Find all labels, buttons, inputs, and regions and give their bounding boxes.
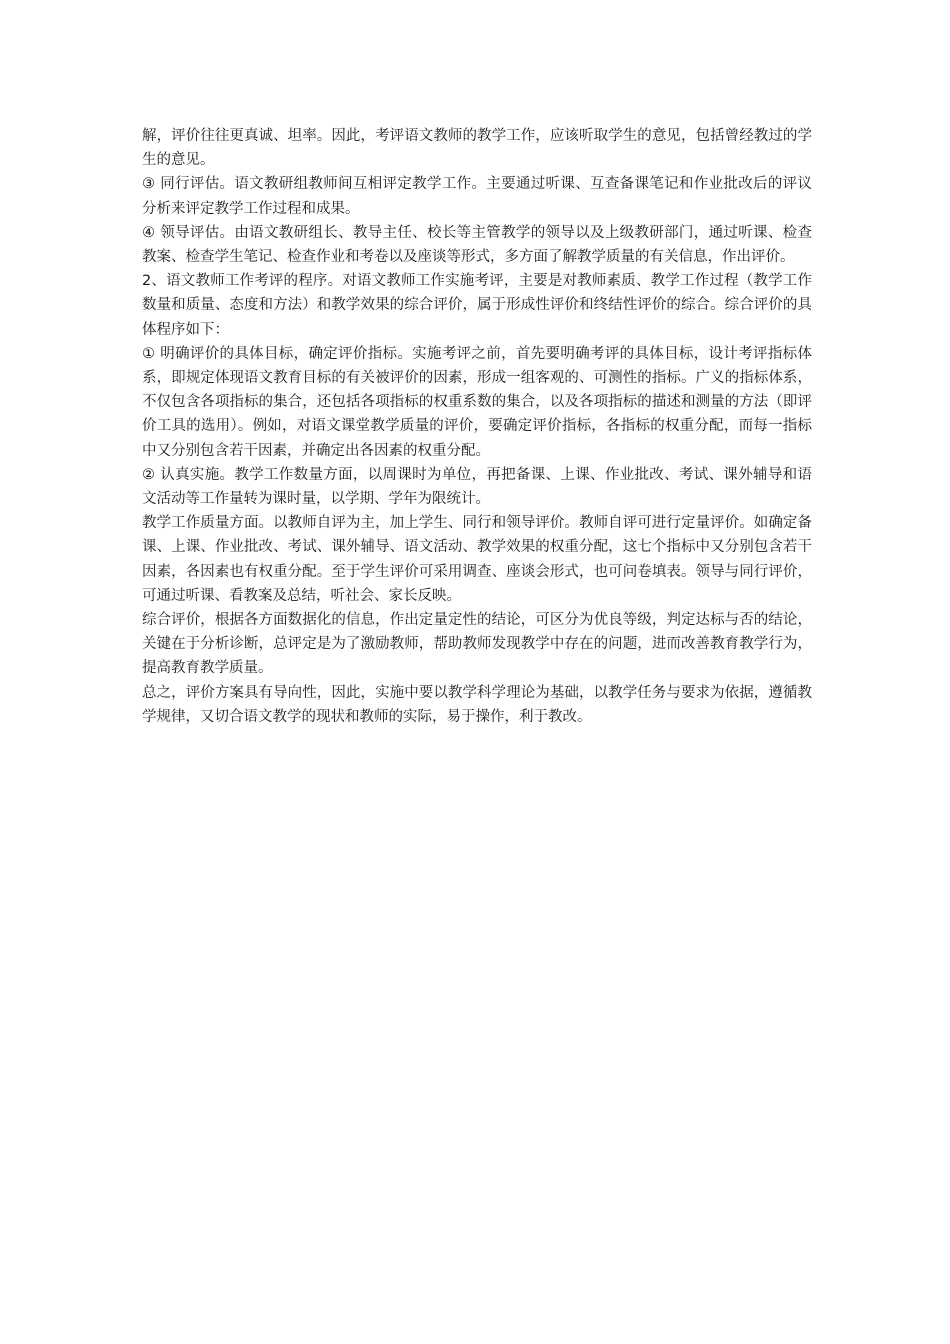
paragraph-conclusion: 总之，评价方案具有导向性，因此，实施中要以教学科学理论为基础，以教学任务与要求为依据，遵循教学规律，又切合语文教学的现状和教师的实际，易于操作，利于教改。 xyxy=(142,684,812,725)
paragraph-evaluation-procedure: 2、语文教师工作考评的程序。对语文教师工作实施考评，主要是对教师素质、教学工作过程（教学工作数量和质量、态度和方法）和教学效果的综合评价，属于形成性评价和终结性评价的综合。综合评价的具体程序如下： xyxy=(142,273,812,338)
paragraph-student-evaluation-end: 解，评价往往更真诚、坦率。因此，考评语文教师的教学工作，应该听取学生的意见，包括曾经教过的学生的意见。 xyxy=(142,128,812,169)
paragraph-comprehensive-evaluation: 综合评价，根据各方面数据化的信息，作出定量定性的结论，可区分为优良等级，判定达标与否的结论，关键在于分析诊断，总评定是为了激励教师，帮助教师发现教学中存在的问题，进而改善教育教学行为，提高教育教学质量。 xyxy=(142,612,812,677)
paragraph-define-targets: ① 明确评价的具体目标，确定评价指标。实施考评之前，首先要明确考评的具体目标，设计考评指标体系，即规定体现语文教育目标的有关被评价的因素，形成一组客观的、可测性的指标。广义的指标体系，不仅包含各项指标的集合，还包括各项指标的权重系数的集合，以及各项指标的描述和测量的方法（即评价工具的选用）。例如，对语文课堂教学质量的评价，要确定评价指标，各指标的权重分配，而每一指标中又分别包含若干因素，并确定出各因素的权重分配。 xyxy=(142,345,812,459)
paragraph-work-quality: 教学工作质量方面。以教师自评为主，加上学生、同行和领导评价。教师自评可进行定量评价。如确定备课、上课、作业批改、考试、课外辅导、语文活动、教学效果的权重分配，这七个指标中又分别包含若干因素，各因素也有权重分配。至于学生评价可采用调查、座谈会形式，也可问卷填表。领导与同行评价，可通过听课、看教案及总结，听社会、家长反映。 xyxy=(142,515,812,604)
document-body xyxy=(142,124,812,729)
paragraph-implementation: ② 认真实施。教学工作数量方面，以周课时为单位，再把备课、上课、作业批改、考试、课外辅导和语文活动等工作量转为课时量，以学期、学年为限统计。 xyxy=(142,466,812,508)
paragraph-peer-evaluation: ③ 同行评估。语文教研组教师间互相评定教学工作。主要通过听课、互查备课笔记和作业批改后的评议分析来评定教学工作过程和成果。 xyxy=(142,176,812,217)
paragraph-leader-evaluation: ④ 领导评估。由语文教研组长、教导主任、校长等主管教学的领导以及上级教研部门，通过听课、检查教案、检查学生笔记、检查作业和考卷以及座谈等形式，多方面了解教学质量的有关信息，作出评价。 xyxy=(142,224,812,266)
